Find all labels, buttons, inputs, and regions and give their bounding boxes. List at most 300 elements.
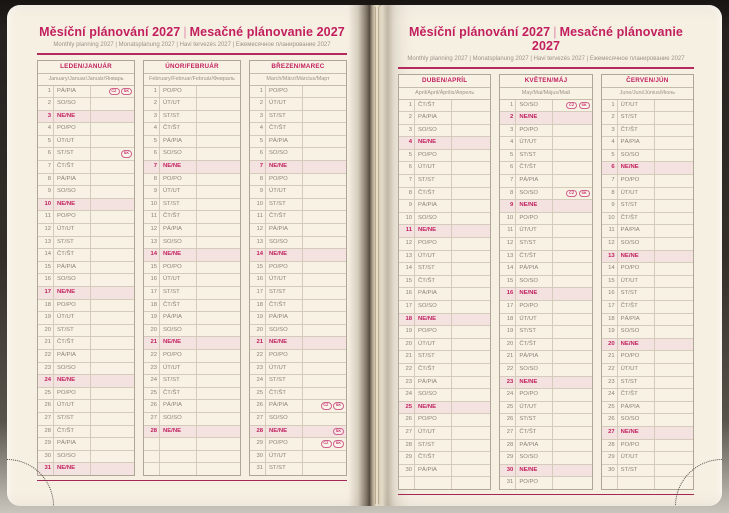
notes-cell	[452, 200, 490, 212]
day-abbreviation-cell: PO/PO	[415, 150, 452, 162]
empty-day-row	[144, 463, 240, 475]
header-rule	[37, 53, 347, 55]
day-number-cell: 6	[602, 162, 618, 174]
day-row	[144, 287, 240, 300]
day-number-cell: 12	[399, 238, 415, 250]
day-abbreviation-cell: ČT/ŠT	[160, 388, 197, 400]
day-row	[602, 377, 693, 390]
day-abbreviation-cell: PÁ/PIA	[415, 288, 452, 300]
notes-cell	[91, 451, 134, 463]
day-abbreviation-cell: ÚT/UT	[516, 137, 553, 149]
day-abbreviation-cell: ČT/ŠT	[415, 188, 452, 200]
notes-cell	[452, 276, 490, 288]
notes-cell	[303, 123, 346, 135]
day-number-cell: 14	[144, 249, 160, 261]
day-abbreviation-cell: ČT/ŠT	[415, 452, 452, 464]
day-abbreviation-cell: ČT/ŠT	[618, 389, 655, 401]
day-number-cell: 3	[602, 125, 618, 137]
day-number-cell: 28	[500, 440, 516, 452]
notes-cell	[452, 314, 490, 326]
notes-cell	[303, 287, 346, 299]
notes-cell	[91, 186, 134, 198]
notes-cell	[452, 137, 490, 149]
day-abbreviation-cell: ČT/ŠT	[160, 211, 197, 223]
day-abbreviation-cell: PÁ/PIA	[516, 175, 553, 187]
notes-cell	[553, 225, 591, 237]
day-number-cell: 17	[602, 301, 618, 313]
notes-cell	[655, 452, 693, 464]
day-row-sunday	[38, 287, 134, 300]
day-abbreviation-cell: ST/ST	[160, 199, 197, 211]
page-subtitle: Monthly planning 2027 | Monatsplanung 2027 | Havi tervezés 2027 | Ежемесячное планирование 2027	[53, 42, 331, 48]
day-number-cell: 1	[500, 100, 516, 112]
notes-cell	[197, 350, 240, 362]
day-number-cell: 20	[38, 325, 54, 337]
day-abbreviation-cell: PÁ/PIA	[266, 312, 303, 324]
day-row	[144, 86, 240, 99]
day-number-cell: 7	[399, 175, 415, 187]
day-row	[38, 426, 134, 439]
day-abbreviation-cell: ST/ST	[266, 287, 303, 299]
day-row	[38, 451, 134, 464]
day-abbreviation-cell: SO/SO	[415, 125, 452, 137]
day-abbreviation-cell: NE/NE	[516, 200, 553, 212]
notes-cell	[553, 402, 591, 414]
day-row	[399, 213, 490, 226]
day-number-cell	[399, 477, 415, 489]
planner-page-right	[380, 5, 722, 506]
day-row	[500, 477, 591, 489]
day-row-sunday	[250, 337, 346, 350]
notes-cell	[452, 251, 490, 263]
day-number-cell: 6	[144, 148, 160, 160]
notes-cell	[655, 339, 693, 351]
day-number-cell: 30	[399, 465, 415, 477]
notes-cell	[655, 465, 693, 477]
day-number-cell: 5	[602, 150, 618, 162]
day-abbreviation-cell: NE/NE	[516, 112, 553, 124]
page-title-slovak: Mesačné plánovanie 2027	[189, 25, 345, 39]
day-row	[602, 175, 693, 188]
notes-cell	[91, 400, 134, 412]
day-row	[399, 465, 490, 478]
notes-cell	[452, 288, 490, 300]
day-number-cell: 28	[250, 426, 266, 438]
day-row-sunday	[144, 426, 240, 439]
day-row	[399, 389, 490, 402]
notes-cell	[452, 301, 490, 313]
month-languages: January/Januar/Január/Январь	[38, 74, 134, 86]
day-abbreviation-cell: ÚT/UT	[618, 452, 655, 464]
day-row	[399, 364, 490, 377]
day-number-cell: 3	[399, 125, 415, 137]
day-number-cell: 26	[38, 400, 54, 412]
day-abbreviation-cell: PO/PO	[54, 211, 91, 223]
day-abbreviation-cell: PÁ/PIA	[160, 312, 197, 324]
day-abbreviation-cell: ÚT/UT	[160, 363, 197, 375]
day-number-cell: 17	[144, 287, 160, 299]
day-row-sunday	[399, 402, 490, 415]
day-row-sunday	[399, 137, 490, 150]
notes-cell	[197, 161, 240, 173]
day-number-cell: 13	[500, 251, 516, 263]
day-abbreviation-cell: ST/ST	[415, 351, 452, 363]
day-number-cell: 15	[602, 276, 618, 288]
planner-page-left	[7, 5, 380, 506]
day-number-cell: 13	[144, 237, 160, 249]
day-number-cell: 23	[38, 363, 54, 375]
day-abbreviation-cell: ÚT/UT	[516, 402, 553, 414]
day-row	[38, 325, 134, 338]
day-abbreviation-cell: ČT/ŠT	[516, 427, 553, 439]
day-number-cell: 9	[500, 200, 516, 212]
day-number-cell: 16	[500, 288, 516, 300]
day-row	[500, 326, 591, 339]
day-row	[144, 312, 240, 325]
day-row	[399, 452, 490, 465]
notes-cell	[452, 175, 490, 187]
day-number-cell: 1	[399, 100, 415, 112]
day-row	[602, 414, 693, 427]
day-number-cell: 5	[38, 136, 54, 148]
day-row	[602, 301, 693, 314]
day-number-cell: 7	[144, 161, 160, 173]
notes-cell	[303, 161, 346, 173]
day-abbreviation-cell: NE/NE	[160, 426, 197, 438]
notes-cell	[197, 400, 240, 412]
notes-cell	[553, 175, 591, 187]
day-abbreviation-cell: PÁ/PIA	[160, 136, 197, 148]
notes-cell	[553, 251, 591, 263]
notes-cell	[303, 426, 346, 438]
notes-cell	[655, 137, 693, 149]
notes-cell	[452, 465, 490, 477]
day-number-cell: 30	[500, 465, 516, 477]
day-row-sunday	[144, 337, 240, 350]
notes-cell	[452, 263, 490, 275]
day-row	[250, 312, 346, 325]
day-row	[602, 263, 693, 276]
day-abbreviation-cell: SO/SO	[54, 98, 91, 110]
day-abbreviation-cell: ST/ST	[618, 288, 655, 300]
notes-cell	[452, 414, 490, 426]
notes-cell	[303, 249, 346, 261]
day-abbreviation-cell: NE/NE	[266, 337, 303, 349]
day-row	[399, 263, 490, 276]
day-row	[38, 123, 134, 136]
day-row	[38, 161, 134, 174]
day-abbreviation-cell: ÚT/UT	[618, 100, 655, 112]
month-languages: June/Juni/Június/Июнь	[602, 88, 693, 100]
day-abbreviation-cell: ÚT/UT	[54, 224, 91, 236]
day-abbreviation-cell: PO/PO	[516, 125, 553, 137]
day-row	[250, 413, 346, 426]
day-row	[250, 438, 346, 451]
day-row	[500, 238, 591, 251]
day-row	[38, 388, 134, 401]
day-abbreviation-cell: ÚT/UT	[160, 186, 197, 198]
day-abbreviation-cell: SO/SO	[266, 325, 303, 337]
day-abbreviation-cell: PO/PO	[54, 123, 91, 135]
day-abbreviation-cell: SO/SO	[160, 237, 197, 249]
day-row	[500, 263, 591, 276]
day-row	[144, 136, 240, 149]
day-abbreviation-cell: PÁ/PIA	[266, 400, 303, 412]
notes-cell	[452, 339, 490, 351]
day-abbreviation-cell: PÁ/PIA	[160, 400, 197, 412]
day-number-cell: 17	[250, 287, 266, 299]
day-row-sunday	[500, 200, 591, 213]
day-abbreviation-cell: ÚT/UT	[54, 312, 91, 324]
day-abbreviation-cell	[160, 438, 197, 450]
day-row	[250, 400, 346, 413]
day-row	[602, 238, 693, 251]
notes-cell	[452, 100, 490, 112]
notes-cell	[303, 262, 346, 274]
holiday-badge-sk: SK	[121, 150, 132, 158]
day-abbreviation-cell: PÁ/PIA	[415, 465, 452, 477]
day-abbreviation-cell: PO/PO	[415, 238, 452, 250]
notes-cell	[197, 375, 240, 387]
day-row	[602, 213, 693, 226]
day-number-cell: 19	[38, 312, 54, 324]
day-abbreviation-cell: NE/NE	[415, 314, 452, 326]
month-name: ČERVEN/JÚN	[602, 75, 693, 88]
page-title	[37, 25, 347, 39]
notes-cell	[303, 337, 346, 349]
day-abbreviation-cell: SO/SO	[415, 301, 452, 313]
notes-cell	[303, 363, 346, 375]
day-abbreviation-cell: SO/SO	[160, 413, 197, 425]
day-number-cell: 21	[250, 337, 266, 349]
day-number-cell: 21	[500, 351, 516, 363]
day-abbreviation-cell: SO/SO	[54, 363, 91, 375]
day-row	[500, 100, 591, 113]
day-abbreviation-cell: PÁ/PIA	[516, 440, 553, 452]
day-abbreviation-cell: ČT/ŠT	[266, 388, 303, 400]
day-row	[38, 274, 134, 287]
month-languages: February/Februar/Február/Февраль	[144, 74, 240, 86]
day-abbreviation-cell: PÁ/PIA	[266, 224, 303, 236]
day-number-cell: 26	[602, 414, 618, 426]
day-row	[38, 438, 134, 451]
day-abbreviation-cell: PO/PO	[160, 262, 197, 274]
day-abbreviation-cell: PÁ/PIA	[54, 86, 91, 98]
day-number-cell: 20	[602, 339, 618, 351]
day-abbreviation-cell: SO/SO	[160, 148, 197, 160]
day-number-cell: 28	[602, 440, 618, 452]
day-number-cell: 1	[602, 100, 618, 112]
day-abbreviation-cell: PO/PO	[516, 477, 553, 489]
notes-cell	[655, 112, 693, 124]
notes-cell	[452, 389, 490, 401]
day-row-sunday	[250, 426, 346, 439]
day-abbreviation-cell: PÁ/PIA	[618, 137, 655, 149]
day-abbreviation-cell: NE/NE	[266, 161, 303, 173]
day-abbreviation-cell: PO/PO	[266, 262, 303, 274]
day-abbreviation-cell: PO/PO	[160, 350, 197, 362]
notes-cell	[91, 325, 134, 337]
day-abbreviation-cell: PÁ/PIA	[54, 350, 91, 362]
notes-cell	[91, 300, 134, 312]
day-abbreviation-cell: ČT/ŠT	[266, 123, 303, 135]
day-row	[144, 174, 240, 187]
day-abbreviation-cell	[160, 463, 197, 475]
day-number-cell: 29	[399, 452, 415, 464]
day-number-cell: 2	[38, 98, 54, 110]
notes-cell	[91, 363, 134, 375]
day-number-cell	[144, 451, 160, 463]
day-abbreviation-cell: SO/SO	[415, 389, 452, 401]
day-abbreviation-cell: PO/PO	[618, 175, 655, 187]
day-row	[250, 451, 346, 464]
day-abbreviation-cell: ČT/ŠT	[618, 125, 655, 137]
day-row	[500, 162, 591, 175]
day-row	[602, 364, 693, 377]
day-number-cell: 25	[399, 402, 415, 414]
day-row-sunday	[602, 339, 693, 352]
notes-cell	[91, 337, 134, 349]
day-abbreviation-cell: ST/ST	[266, 463, 303, 475]
day-number-cell: 13	[602, 251, 618, 263]
page-title-slovak: Mesačné plánovanie 2027	[531, 25, 683, 53]
day-number-cell: 16	[250, 274, 266, 286]
day-abbreviation-cell: NE/NE	[618, 427, 655, 439]
day-number-cell: 31	[250, 463, 266, 475]
day-number-cell: 13	[399, 251, 415, 263]
day-row	[500, 125, 591, 138]
day-row	[399, 377, 490, 390]
notes-cell	[91, 388, 134, 400]
day-row	[250, 463, 346, 475]
day-number-cell: 25	[500, 402, 516, 414]
notes-cell	[452, 188, 490, 200]
day-number-cell: 21	[602, 351, 618, 363]
notes-cell	[197, 98, 240, 110]
day-row	[602, 125, 693, 138]
day-row	[602, 100, 693, 113]
month-name: DUBEN/APRÍL	[399, 75, 490, 88]
day-abbreviation-cell: ST/ST	[266, 199, 303, 211]
day-number-cell: 16	[399, 288, 415, 300]
day-row	[250, 388, 346, 401]
day-abbreviation-cell: NE/NE	[54, 287, 91, 299]
day-abbreviation-cell: SO/SO	[516, 100, 553, 112]
day-row	[250, 123, 346, 136]
day-row-sunday	[38, 199, 134, 212]
month-languages: May/Mai/Május/Май	[500, 88, 591, 100]
day-abbreviation-cell: PO/PO	[266, 86, 303, 98]
month-tables-left	[37, 60, 347, 476]
day-number-cell: 15	[144, 262, 160, 274]
holiday-badge-cz: CZ	[321, 402, 332, 410]
notes-cell	[655, 125, 693, 137]
day-row	[399, 200, 490, 213]
notes-cell	[197, 413, 240, 425]
notes-cell	[553, 213, 591, 225]
notes-cell	[655, 225, 693, 237]
day-number-cell: 13	[250, 237, 266, 249]
day-number-cell: 22	[500, 364, 516, 376]
day-row	[399, 326, 490, 339]
day-row	[602, 150, 693, 163]
day-abbreviation-cell: NE/NE	[54, 375, 91, 387]
day-row	[399, 301, 490, 314]
day-row	[144, 363, 240, 376]
day-abbreviation-cell	[160, 451, 197, 463]
day-row	[500, 402, 591, 415]
day-row	[38, 86, 134, 99]
day-abbreviation-cell: NE/NE	[54, 463, 91, 475]
holiday-badge-sk: SK	[333, 402, 344, 410]
notes-cell	[197, 224, 240, 236]
day-number-cell: 28	[144, 426, 160, 438]
day-row	[38, 136, 134, 149]
day-abbreviation-cell: ST/ST	[618, 112, 655, 124]
notes-cell	[655, 402, 693, 414]
day-row	[250, 287, 346, 300]
notes-cell	[452, 326, 490, 338]
notes-cell	[655, 351, 693, 363]
day-number-cell	[602, 477, 618, 489]
day-row	[38, 174, 134, 187]
day-row	[500, 414, 591, 427]
day-abbreviation-cell: SO/SO	[618, 414, 655, 426]
day-abbreviation-cell: ST/ST	[415, 263, 452, 275]
notes-cell	[553, 263, 591, 275]
day-abbreviation-cell: ČT/ŠT	[266, 211, 303, 223]
notes-cell	[303, 388, 346, 400]
day-abbreviation-cell: ÚT/UT	[618, 276, 655, 288]
day-row	[399, 188, 490, 201]
page-title-czech: Měsíční plánování 2027	[409, 25, 551, 39]
day-number-cell: 11	[399, 225, 415, 237]
day-row	[602, 452, 693, 465]
day-number-cell: 24	[500, 389, 516, 401]
day-row	[38, 211, 134, 224]
day-row	[250, 350, 346, 363]
day-number-cell: 20	[250, 325, 266, 337]
notes-cell	[553, 112, 591, 124]
notes-cell	[91, 426, 134, 438]
notes-cell	[553, 162, 591, 174]
day-number-cell: 21	[399, 351, 415, 363]
page-subtitle: Monthly planning 2027 | Monatsplanung 2027 | Havi tervezés 2027 | Ежемесячное планирование 2027	[407, 56, 685, 62]
notes-cell	[197, 211, 240, 223]
day-row	[500, 213, 591, 226]
day-abbreviation-cell: PO/PO	[266, 438, 303, 450]
notes-cell	[553, 326, 591, 338]
day-abbreviation-cell: PÁ/PIA	[618, 225, 655, 237]
day-row	[500, 427, 591, 440]
day-row	[500, 314, 591, 327]
notes-cell	[553, 100, 591, 112]
day-row	[250, 224, 346, 237]
notes-cell	[197, 312, 240, 324]
day-abbreviation-cell: ÚT/UT	[266, 363, 303, 375]
day-number-cell: 17	[399, 301, 415, 313]
day-row	[38, 350, 134, 363]
notes-cell	[452, 213, 490, 225]
notes-cell	[197, 174, 240, 186]
day-number-cell: 12	[144, 224, 160, 236]
day-number-cell: 21	[38, 337, 54, 349]
day-row-sunday	[38, 111, 134, 124]
day-row	[399, 276, 490, 289]
day-row	[144, 300, 240, 313]
notes-cell	[303, 111, 346, 123]
day-number-cell: 30	[250, 451, 266, 463]
